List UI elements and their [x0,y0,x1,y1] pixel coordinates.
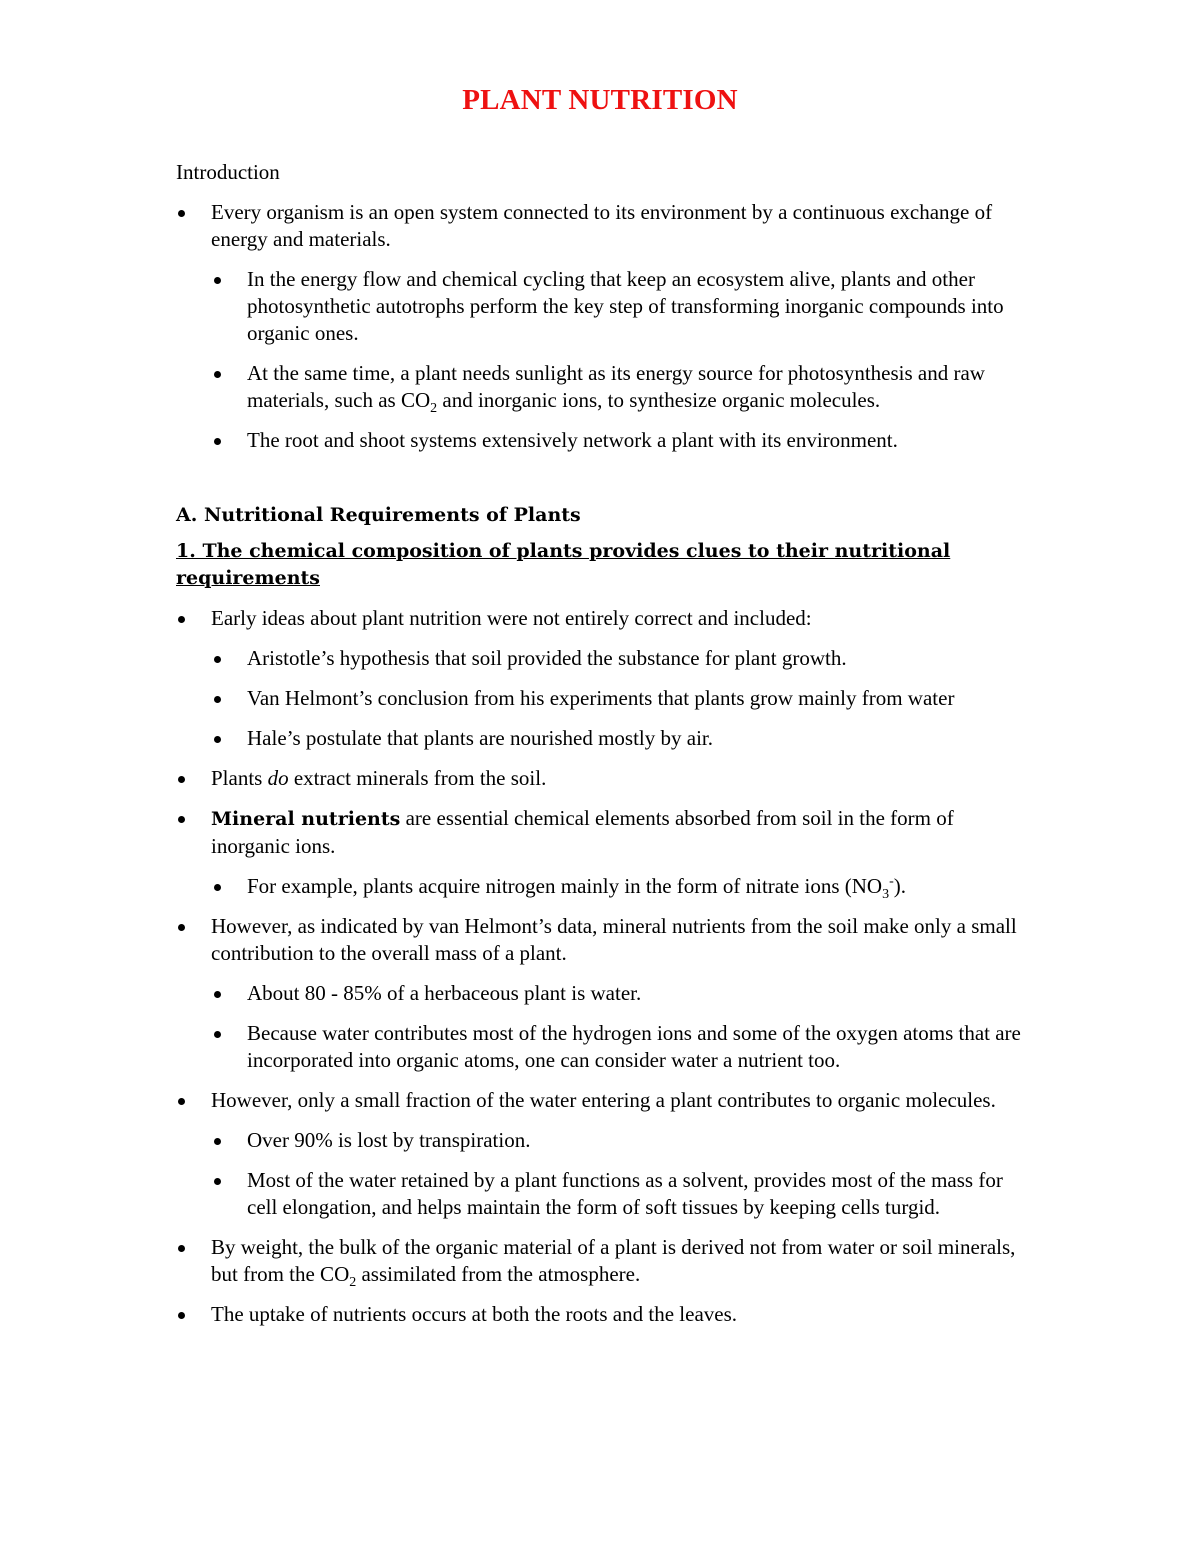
list-item-text: Because water contributes most of the hydrogen ions and some of the oxygen atoms that are incorporated into organic atoms, one can consider water a nutrient too. [247,1021,1021,1072]
page-title: PLANT NUTRITION [462,84,738,116]
list-item-text: Van Helmont’s conclusion from his experiments that plants grow mainly from water [247,686,955,710]
bullet-icon [214,1178,221,1185]
list-item-text: Hale’s postulate that plants are nourished mostly by air. [247,726,713,750]
list-item [176,645,1036,672]
list-item-text: The root and shoot systems extensively network a plant with its environment. [247,428,898,452]
list-item [176,1301,1036,1328]
list-item-text: However, only a small fraction of the water entering a plant contributes to organic molecules. [211,1088,996,1112]
list-item [176,1127,1036,1154]
bullet-icon [178,210,185,217]
bullet-icon [214,696,221,703]
list-item [176,913,1036,967]
list-item [176,266,1036,347]
list-item-text: Over 90% is lost by transpiration. [247,1128,531,1152]
list-item-text: In the energy flow and chemical cycling that keep an ecosystem alive, plants and other photosynthetic autotrophs perform the key step of transforming inorganic compounds into organic ones. [247,267,1004,345]
bullet-icon [178,1098,185,1105]
list-item-text: For example, plants acquire nitrogen mainly in the form of nitrate ions $(NO_3^-)$. [247,874,907,903]
bullet-icon [214,656,221,663]
section-heading: A. Nutritional Requirements of Plants [176,504,581,526]
list-item [176,1087,1036,1114]
list-item-text: Most of the water retained by a plant functions as a solvent, provides most of the mass for cell elongation, and helps maintain the form of soft tissues by keeping cells turgid. [247,1168,1003,1219]
list-item [176,199,1036,253]
bullet-icon [214,736,221,743]
list-item [176,873,1036,903]
intro-list [176,199,1036,454]
bullet-icon [214,884,221,891]
bullet-icon [214,277,221,284]
list-item-text: About 80 - 85% of a herbaceous plant is water. [247,981,642,1005]
list-item-text: Early ideas about plant nutrition were not entirely correct and included: [211,606,812,630]
list-item [176,980,1036,1007]
bullet-icon [178,1312,185,1319]
list-item [176,765,1036,792]
list-item [176,685,1036,712]
intro-label: Introduction [176,160,280,184]
list-item-text: At the same time, a plant needs sunlight as its energy source for photosynthesis and raw materials, such as $CO_2$ and inorganic ions, to synthesize organic molecules. [247,361,985,417]
list-item-text: Mineral nutrients are essential chemical elements absorbed from soil in the form of inorganic ions. [211,806,954,858]
bullet-icon [178,1245,185,1252]
bullet-icon [214,991,221,998]
bullet-icon [214,438,221,445]
bullet-icon [214,371,221,378]
bullet-icon [214,1031,221,1038]
bullet-icon [178,816,185,823]
list-item [176,605,1036,632]
bullet-icon [178,776,185,783]
bullet-icon [178,924,185,931]
bullet-icon [178,616,185,623]
list-item-text: However, as indicated by van Helmont’s data, mineral nutrients from the soil make only a small contribution to the overall mass of a plant. [211,914,1017,965]
list-item [176,1020,1036,1074]
list-item-text: Plants do extract minerals from the soil. [211,766,547,790]
list-item [176,1234,1036,1291]
list-item [176,360,1036,417]
list-item [176,725,1036,752]
list-item-text: By weight, the bulk of the organic material of a plant is derived not from water or soil minerals, but from the $CO_2$ assimilated from the atmosphere. [211,1235,1016,1291]
list-item-text: Aristotle’s hypothesis that soil provided the substance for plant growth. [247,646,847,670]
document-body [176,159,1036,1341]
list-item-text: Every organism is an open system connected to its environment by a continuous exchange of energy and materials. [211,200,993,251]
list-item-text: The uptake of nutrients occurs at both the roots and the leaves. [211,1302,738,1326]
bullet-icon [214,1138,221,1145]
subsection-heading: 1. The chemical composition of plants provides clues to their nutritional requirements [176,540,951,589]
list-item [176,427,1036,454]
list-item [176,1167,1036,1221]
section-a-list [176,605,1036,1328]
list-item [176,805,1036,860]
